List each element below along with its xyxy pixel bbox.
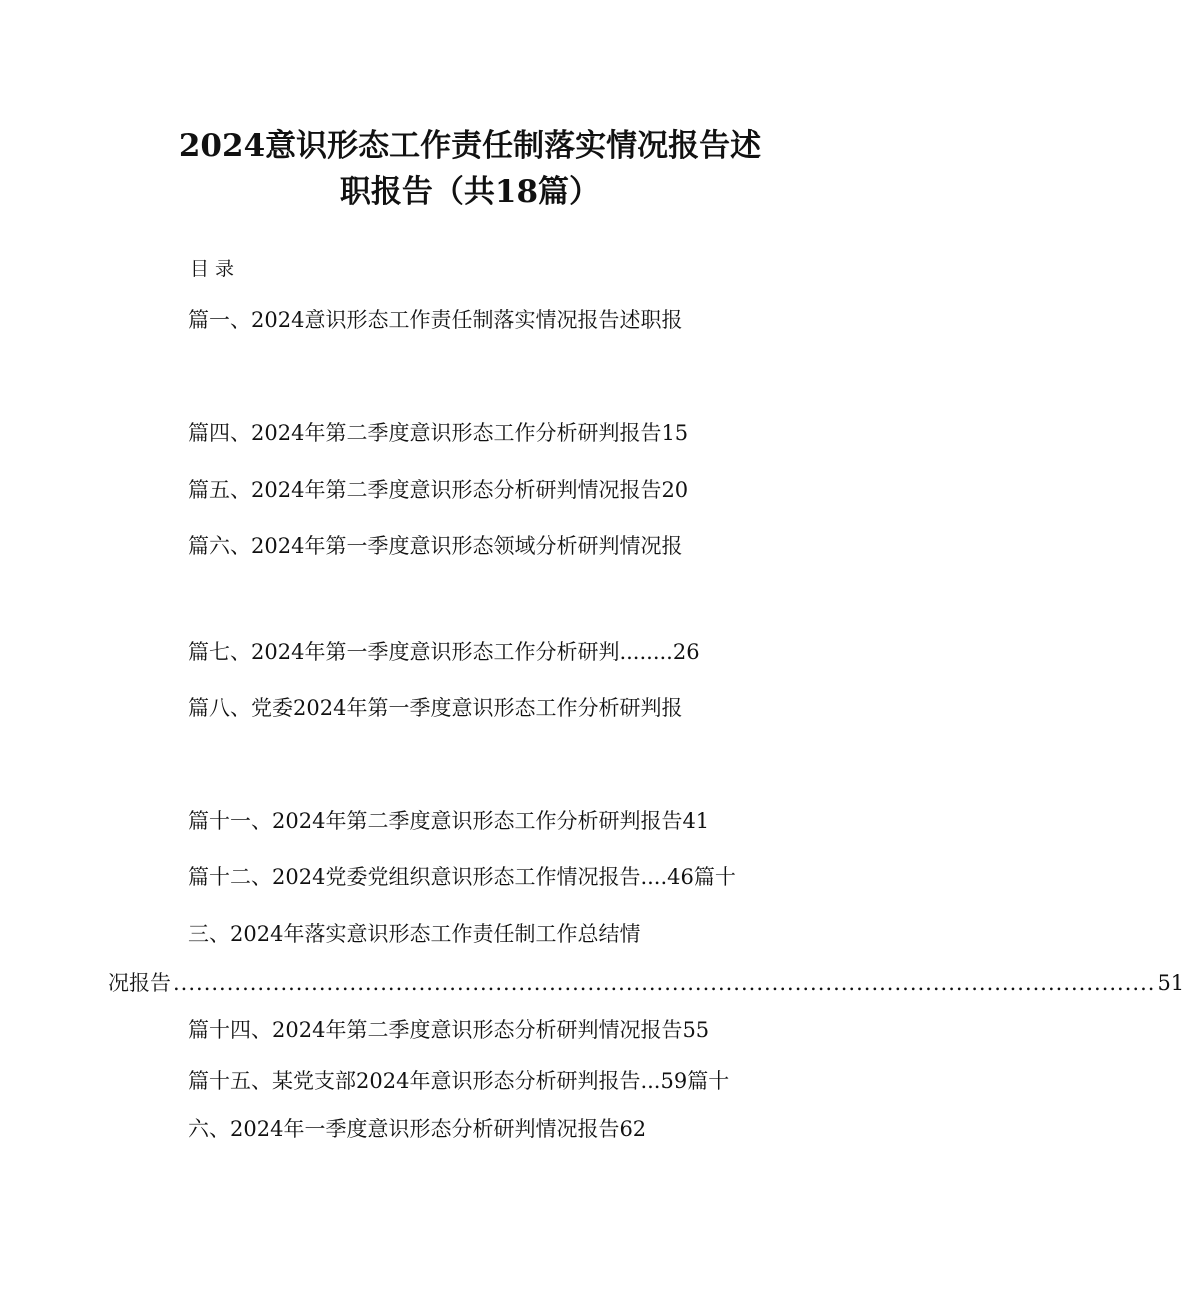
toc-entry-8[interactable]: 篇八、党委2024年第一季度意识形态工作分析研判报 [188,696,683,720]
toc-entry-16[interactable]: 六、2024年一季度意识形态分析研判情况报告62 [188,1117,647,1141]
toc-entry-7[interactable]: 篇七、2024年第一季度意识形态工作分析研判........26 [188,640,700,664]
toc-entry-6[interactable]: 篇六、2024年第一季度意识形态领域分析研判情况报 [188,534,683,558]
toc-entry-12[interactable]: 篇十二、2024党委党组织意识形态工作情况报告....46篇十 [188,865,736,889]
toc-entry-1[interactable]: 篇一、2024意识形态工作责任制落实情况报告述职报 [188,308,683,332]
toc-entry-5[interactable]: 篇五、2024年第二季度意识形态分析研判情况报告20 [188,478,689,502]
dot-leader: ................................................................................................................................ [173,971,1156,995]
document-title-line-2: 职报告（共18篇） [339,174,601,210]
toc-entry-13-continuation[interactable] [108,968,1184,998]
toc-continuation-text: 况报告 [108,971,171,995]
toc-page-number: 51 [1157,971,1184,995]
toc-entry-15[interactable]: 篇十五、某党支部2024年意识形态分析研判报告...59篇十 [188,1069,730,1093]
toc-entry-13[interactable]: 三、2024年落实意识形态工作责任制工作总结情 [188,922,641,946]
toc-entry-14[interactable]: 篇十四、2024年第二季度意识形态分析研判情况报告55 [188,1018,710,1042]
document-title-line-1: 2024意识形态工作责任制落实情况报告述 [178,128,762,164]
toc-heading: 目录 [190,258,241,280]
toc-entry-4[interactable]: 篇四、2024年第二季度意识形态工作分析研判报告15 [188,421,689,445]
toc-entry-11[interactable]: 篇十一、2024年第二季度意识形态工作分析研判报告41 [188,809,710,833]
